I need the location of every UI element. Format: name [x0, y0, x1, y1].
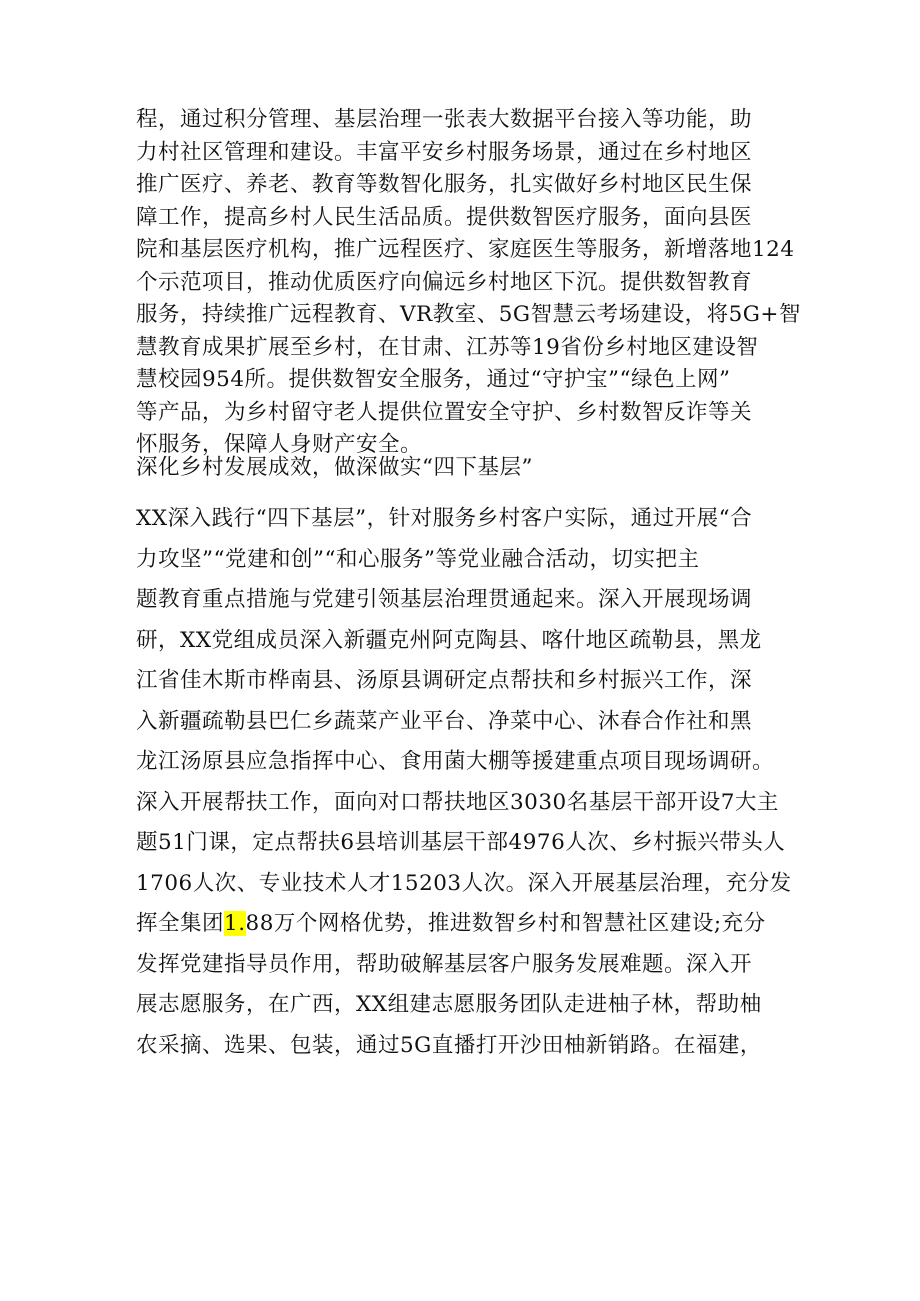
text-line: 个示范项目，推动优质医疗向偏远乡村地区下沉。提供数智教育	[136, 269, 753, 295]
section-heading	[136, 452, 796, 484]
text-line: 发挥党建指导员作用，帮助破解基层客户服务发展难题。深入开	[136, 951, 753, 977]
text-line: 服务，持续推广远程教育、VR教室、5G智慧云考场建设，将5G+智	[136, 302, 801, 327]
text-segment: 挥全集团	[136, 911, 225, 936]
text-line: 1706人次、专业技术人才15203人次。深入开展基层治理，充分发	[136, 870, 792, 896]
section-heading-text: 深化乡村发展成效，做深做实“四下基层”	[136, 455, 533, 480]
text-line: 慧教育成果扩展至乡村，在甘肃、江苏等19省份乡村地区建设智	[136, 334, 759, 360]
text-line: 障工作，提高乡村人民生活品质。提供数智医疗服务，面向县医	[136, 204, 753, 230]
text-line: 龙江汤原县应急指挥中心、食用菌大棚等援建重点项目现场调研。	[136, 749, 775, 774]
text-line: 题51门课，定点帮扶6县培训基层干部4976人次、乡村振兴带头人	[136, 830, 786, 855]
text-line-highlighted	[136, 904, 796, 945]
text-line: 程，通过积分管理、基层治理一张表大数据平台接入等功能，助	[136, 107, 753, 132]
text-line: 力村社区管理和建设。丰富平安乡村服务场景，通过在乡村地区	[136, 139, 753, 165]
text-segment: 88万个网格优势，推进数智乡村和智慧社区建设;充分	[245, 911, 766, 936]
text-line: 农采摘、选果、包装，通过5G直播打开沙田柚新销路。在福建，	[136, 1032, 762, 1058]
text-line: 力攻坚”“党建和创”“和心服务”等党业融合活动，切实把主	[136, 546, 700, 572]
text-line: XX深入践行“四下基层”，针对服务乡村客户实际，通过开展“合	[136, 506, 753, 531]
text-line: 慧校园954所。提供数智安全服务，通过“守护宝”“绿色上网”	[136, 367, 731, 392]
text-line: 江省佳木斯市桦南县、汤原县调研定点帮扶和乡村振兴工作，深	[136, 668, 753, 693]
paragraph-digital-services	[136, 104, 801, 462]
highlighted-text: 1.	[224, 911, 246, 936]
text-line: 深入开展帮扶工作，面向对口帮扶地区3030名基层干部开设7大主	[136, 789, 779, 815]
text-line: 展志愿服务，在广西，XX组建志愿服务团队走进柚子林，帮助柚	[136, 992, 762, 1017]
text-line: 等产品，为乡村留守老人提供位置安全守护、乡村数智反诈等关	[136, 399, 753, 425]
text-line: 推广医疗、养老、教育等数智化服务，扎实做好乡村地区民生保	[136, 172, 753, 197]
text-line: 院和基层医疗机构，推广远程医疗、家庭医生等服务，新增落地124	[136, 237, 795, 262]
text-line: 题教育重点措施与党建引领基层治理贯通起来。深入开展现场调	[136, 587, 753, 612]
text-line: 怀服务，保障人身财产安全。	[136, 432, 423, 457]
text-line: 入新疆疏勒县巴仁乡蔬菜产业平台、净菜中心、沐春合作社和黑	[136, 708, 753, 734]
paragraph-four-down-grassroots	[136, 499, 796, 1066]
text-line: 研，XX党组成员深入新疆克州阿克陶县、喀什地区疏勒县，黑龙	[136, 627, 762, 653]
